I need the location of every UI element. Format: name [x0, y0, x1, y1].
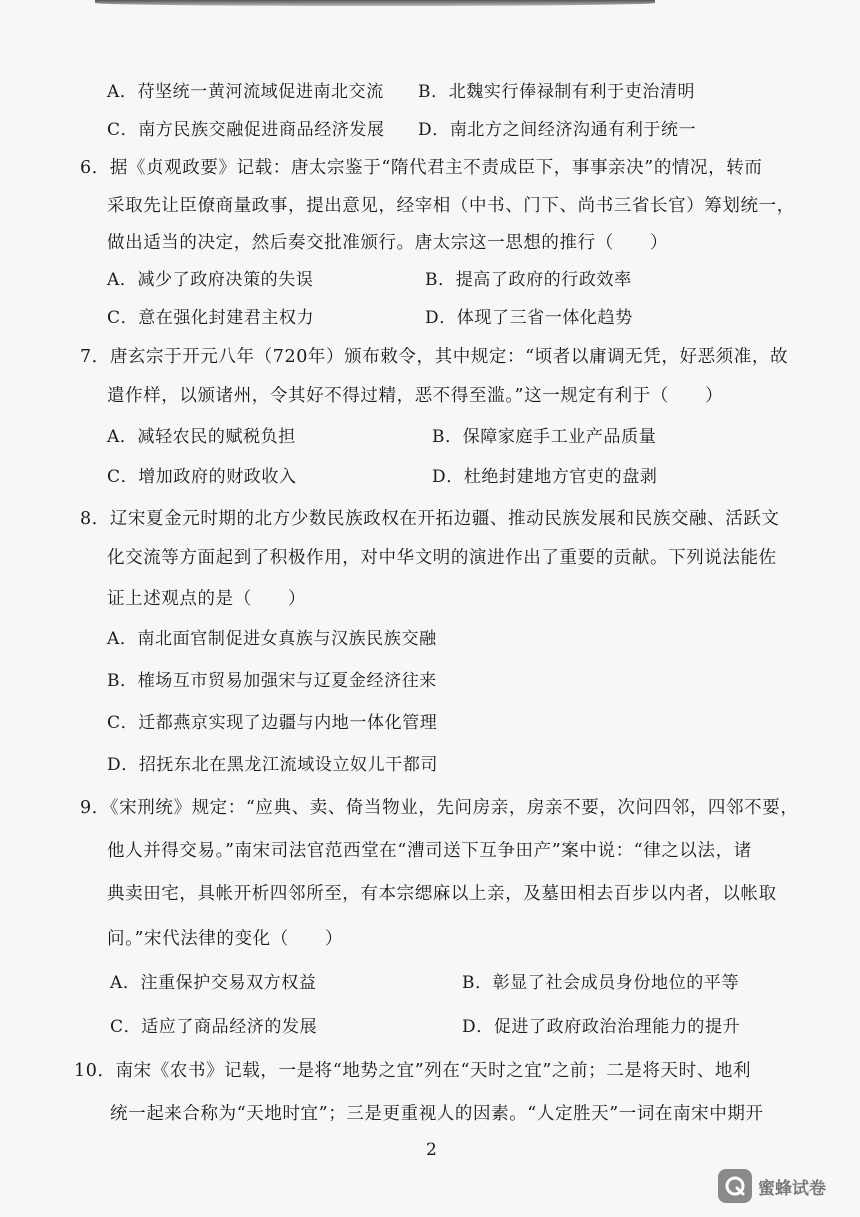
- q8-option-c: C．迁都燕京实现了边疆与内地一体化管理: [107, 713, 438, 733]
- q9-option-a: A．注重保护交易双方权益: [110, 973, 317, 993]
- q6-option-d: D．体现了三省一体化趋势: [425, 308, 633, 328]
- q7-option-b: B．保障家庭手工业产品质量: [432, 427, 657, 447]
- q9-stem-line-2: 他人并得交易。”南宋司法官范西堂在“漕司送下互争田产”案中说：“律之以法，诸: [107, 841, 752, 861]
- q5-option-c: C．南方民族交融促进商品经济发展: [107, 120, 385, 140]
- q9-stem-line-4: 问。”宋代法律的变化（ ）: [107, 929, 344, 949]
- q7-option-d: D．杜绝封建地方官吏的盘剥: [432, 467, 658, 487]
- q10-stem-line-1: 10．南宋《农书》记载，一是将“地势之宜”列在“天时之宜”之前；二是将天时、地利: [74, 1061, 752, 1081]
- page-number: 2: [426, 1140, 437, 1160]
- q8-option-a: A．南北面官制促进女真族与汉族民族交融: [107, 629, 437, 649]
- q8-stem-line-3: 证上述观点的是（ ）: [107, 589, 307, 609]
- q6-stem-line-3: 做出适当的决定，然后奏交批准颁行。唐太宗这一思想的推行（ ）: [107, 233, 669, 253]
- q7-stem-line-2: 遣作样，以颁诸州，令其好不得过精，恶不得至滥。”这一规定有利于（ ）: [107, 386, 724, 406]
- q6-stem-line-1: 6．据《贞观政要》记载：唐太宗鉴于“隋代君主不责成臣下，事事亲决”的情况，转而: [80, 158, 763, 178]
- q6-option-c: C．意在强化封建君主权力: [107, 308, 315, 328]
- q6-option-a: A．减少了政府决策的失误: [107, 270, 314, 290]
- q6-option-b: B．提高了政府的行政效率: [425, 270, 632, 290]
- q8-option-d: D．招抚东北在黑龙江流域设立奴儿干都司: [107, 755, 439, 775]
- q10-stem-line-2: 统一起来合称为“天地时宜”；三是更重视人的因素。“人定胜天”一词在南宋中期开: [110, 1104, 764, 1124]
- watermark-text: 蜜蜂试卷: [758, 1178, 826, 1199]
- q5-option-b: B．北魏实行俸禄制有利于吏治清明: [418, 82, 696, 102]
- q9-option-b: B．彰显了社会成员身份地位的平等: [462, 973, 740, 993]
- bee-logo-icon: [718, 1169, 752, 1203]
- q9-option-c: C．适应了商品经济的发展: [110, 1017, 318, 1037]
- q8-option-b: B．榷场互市贸易加强宋与辽夏金经济往来: [107, 671, 437, 691]
- q7-option-c: C．增加政府的财政收入: [107, 467, 297, 487]
- scan-edge: [95, 0, 655, 6]
- q5-option-a: A．苻坚统一黄河流域促进南北交流: [107, 82, 384, 102]
- q5-option-d: D．南北方之间经济沟通有利于统一: [418, 120, 697, 140]
- q9-stem-line-1: 9．《宋刑统》规定：“应典、卖、倚当物业，先问房亲，房亲不要，次问四邻，四邻不要，: [80, 798, 799, 818]
- q9-option-d: D．促进了政府政治治理能力的提升: [462, 1017, 741, 1037]
- q7-option-a: A．减轻农民的赋税负担: [107, 427, 296, 447]
- q8-stem-line-1: 8．辽宋夏金元时期的北方少数民族政权在开拓边疆、推动民族发展和民族交融、活跃文: [80, 509, 780, 529]
- q9-stem-line-3: 典卖田宅，具帐开析四邻所至，有本宗缌麻以上亲，及墓田相去百步以内者，以帐取: [107, 884, 777, 904]
- watermark: [718, 1168, 850, 1204]
- q6-stem-line-2: 采取先让臣僚商量政事，提出意见，经宰相（中书、门下、尚书三省长官）筹划统一，: [107, 196, 795, 216]
- q7-stem-line-1: 7．唐玄宗于开元八年（720年）颁布敕令，其中规定：“顷者以庸调无凭，好恶须准，故: [80, 347, 789, 367]
- q8-stem-line-2: 化交流等方面起到了积极作用，对中华文明的演进作出了重要的贡献。下列说法能佐: [107, 548, 777, 568]
